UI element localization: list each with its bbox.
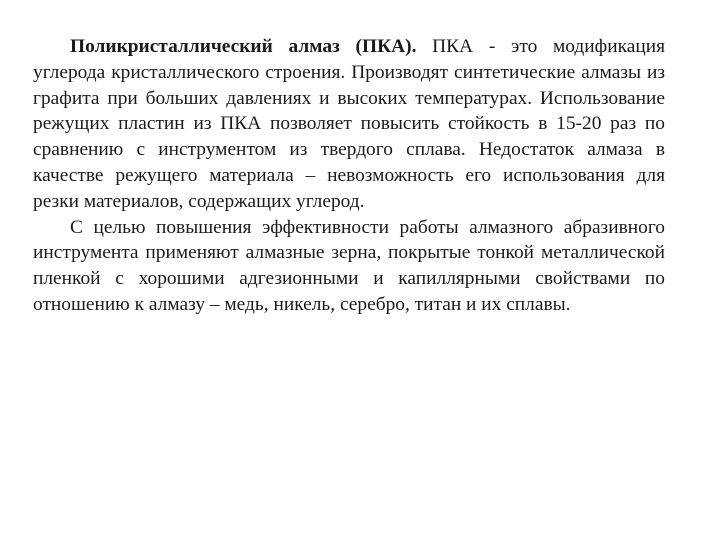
paragraph-diamond-coating <box>33 215 665 318</box>
paragraph-pka-definition <box>33 34 665 215</box>
text-block <box>33 34 665 318</box>
paragraph-body: С целью повышения эффективности работы алмазного абразивного инструмента применяют алмазные зерна, покрытые тонкой металлической пленкой с хорошими адгезионными и капиллярными свойствами по отношению к алмазу – медь, никель, серебро, титан и их сплавы. <box>33 216 665 315</box>
paragraph-bold-lead: Поликристаллический алмаз (ПКА). <box>70 36 417 57</box>
paragraph-body: ПКА - это модификация углерода кристаллического строения. Производят синтетические алмазы из графита при больших давлениях и высоких температурах. Использование режущих пластин из ПКА позволяет повысить стойкость в 15-20 раз по сравнению с инструментом из твердого сплава. Недостаток алмаза в качестве режущего материала – невозможность его использования для резки материалов, содержащих углерод. <box>33 36 665 212</box>
